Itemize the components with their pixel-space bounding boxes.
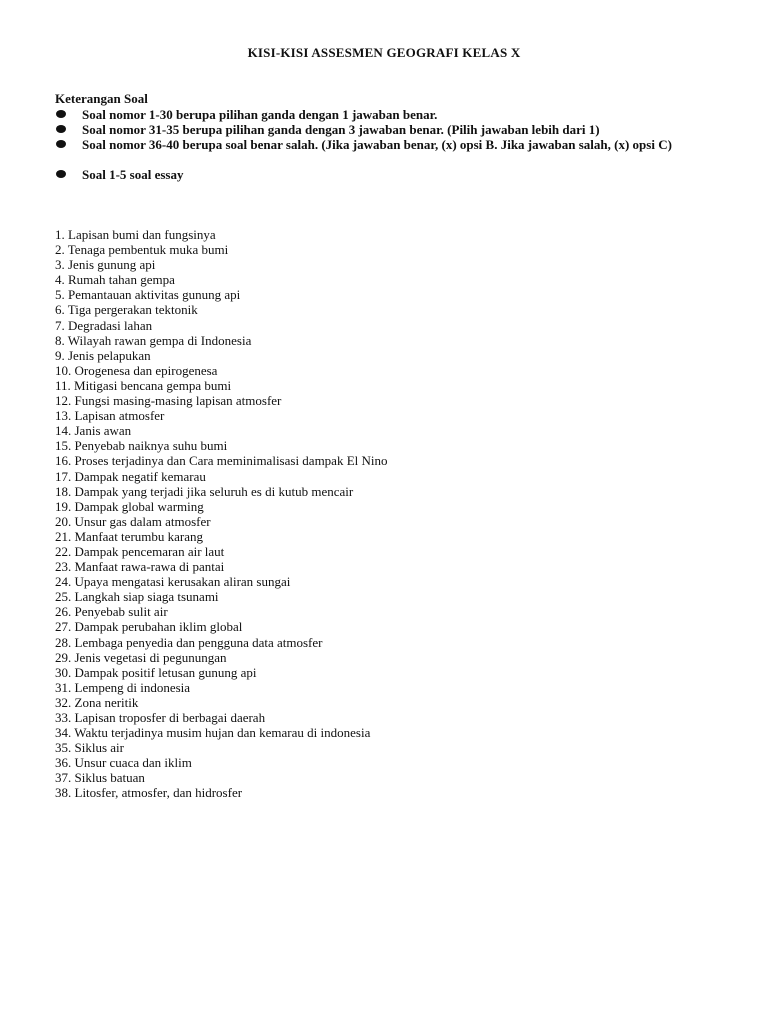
bullet-dot-icon xyxy=(56,125,66,133)
topic-list xyxy=(55,227,388,801)
bullet-dot-icon xyxy=(56,110,66,118)
keterangan-heading: Keterangan Soal xyxy=(55,91,148,106)
topic-item: 7. Degradasi lahan xyxy=(55,317,153,333)
bullet-dot-icon xyxy=(56,140,66,148)
topic-item: 5. Pemantauan aktivitas gunung api xyxy=(55,287,241,303)
topic-item: 4. Rumah tahan gempa xyxy=(55,272,175,288)
note-text: Soal nomor 36-40 berupa soal benar salah. (Jika jawaban benar, (x) opsi B. Jika jawaban salah, (x) opsi C) xyxy=(82,137,672,152)
topic-item: 1. Lapisan bumi dan fungsinya xyxy=(55,227,216,242)
topic-item: 18. Dampak yang terjadi jika seluruh es di kutub mencair xyxy=(55,483,354,499)
topic-item: 33. Lapisan troposfer di berbagai daerah xyxy=(55,710,266,725)
topic-item: 27. Dampak perubahan iklim global xyxy=(55,619,243,635)
topic-item: 25. Langkah siap siaga tsunami xyxy=(55,589,219,605)
topic-item: 11. Mitigasi bencana gempa bumi xyxy=(55,377,232,393)
note-item xyxy=(55,167,715,182)
keterangan-list xyxy=(55,107,715,182)
topic-item: 13. Lapisan atmosfer xyxy=(55,408,165,424)
note-text: Soal 1-5 soal essay xyxy=(82,167,184,182)
topic-item: 14. Janis awan xyxy=(55,423,132,439)
topic-item: 2. Tenaga pembentuk muka bumi xyxy=(55,242,229,258)
topic-item: 17. Dampak negatif kemarau xyxy=(55,468,206,484)
topic-item: 26. Penyebab sulit air xyxy=(55,604,168,620)
topic-item: 6. Tiga pergerakan tektonik xyxy=(55,302,198,318)
note-item xyxy=(55,122,715,137)
topic-item: 36. Unsur cuaca dan iklim xyxy=(55,755,192,771)
topic-item: 30. Dampak positif letusan gunung api xyxy=(55,664,257,680)
topic-item: 10. Orogenesa dan epirogenesa xyxy=(55,362,218,378)
note-item xyxy=(55,107,715,122)
note-text: Soal nomor 1-30 berupa pilihan ganda dengan 1 jawaban benar. xyxy=(82,107,438,122)
topic-item: 24. Upaya mengatasi kerusakan aliran sungai xyxy=(55,574,291,590)
bullet-dot-icon xyxy=(56,170,66,178)
topic-item: 22. Dampak pencemaran air laut xyxy=(55,543,225,559)
topic-item: 38. Litosfer, atmosfer, dan hidrosfer xyxy=(55,785,243,801)
topic-item: 31. Lempeng di indonesia xyxy=(55,679,191,695)
topic-item: 16. Proses terjadinya dan Cara meminimalisasi dampak El Nino xyxy=(55,453,388,469)
topic-item: 23. Manfaat rawa-rawa di pantai xyxy=(55,559,225,575)
topic-item: 35. Siklus air xyxy=(55,740,124,756)
topic-item: 32. Zona neritik xyxy=(55,694,139,710)
note-text: Soal nomor 31-35 berupa pilihan ganda dengan 3 jawaban benar. (Pilih jawaban lebih dari 1) xyxy=(82,122,600,137)
topic-item: 20. Unsur gas dalam atmosfer xyxy=(55,513,211,529)
topic-item: 8. Wilayah rawan gempa di Indonesia xyxy=(55,332,252,348)
topic-item: 19. Dampak global warming xyxy=(55,498,204,514)
topic-item: 3. Jenis gunung api xyxy=(55,257,156,273)
topic-item: 37. Siklus batuan xyxy=(55,770,145,786)
topic-item: 15. Penyebab naiknya suhu bumi xyxy=(55,438,228,454)
topic-item: 34. Waktu terjadinya musim hujan dan kemarau di indonesia xyxy=(55,725,371,741)
topic-item: 9. Jenis pelapukan xyxy=(55,347,151,363)
topic-item: 28. Lembaga penyedia dan pengguna data atmosfer xyxy=(55,634,323,650)
note-item xyxy=(55,137,715,152)
document-title: KISI-KISI ASSESMEN GEOGRAFI KELAS X xyxy=(247,45,521,60)
topic-item: 12. Fungsi masing-masing lapisan atmosfer xyxy=(55,393,282,409)
topic-item: 29. Jenis vegetasi di pegunungan xyxy=(55,649,227,665)
topic-item: 21. Manfaat terumbu karang xyxy=(55,528,204,544)
